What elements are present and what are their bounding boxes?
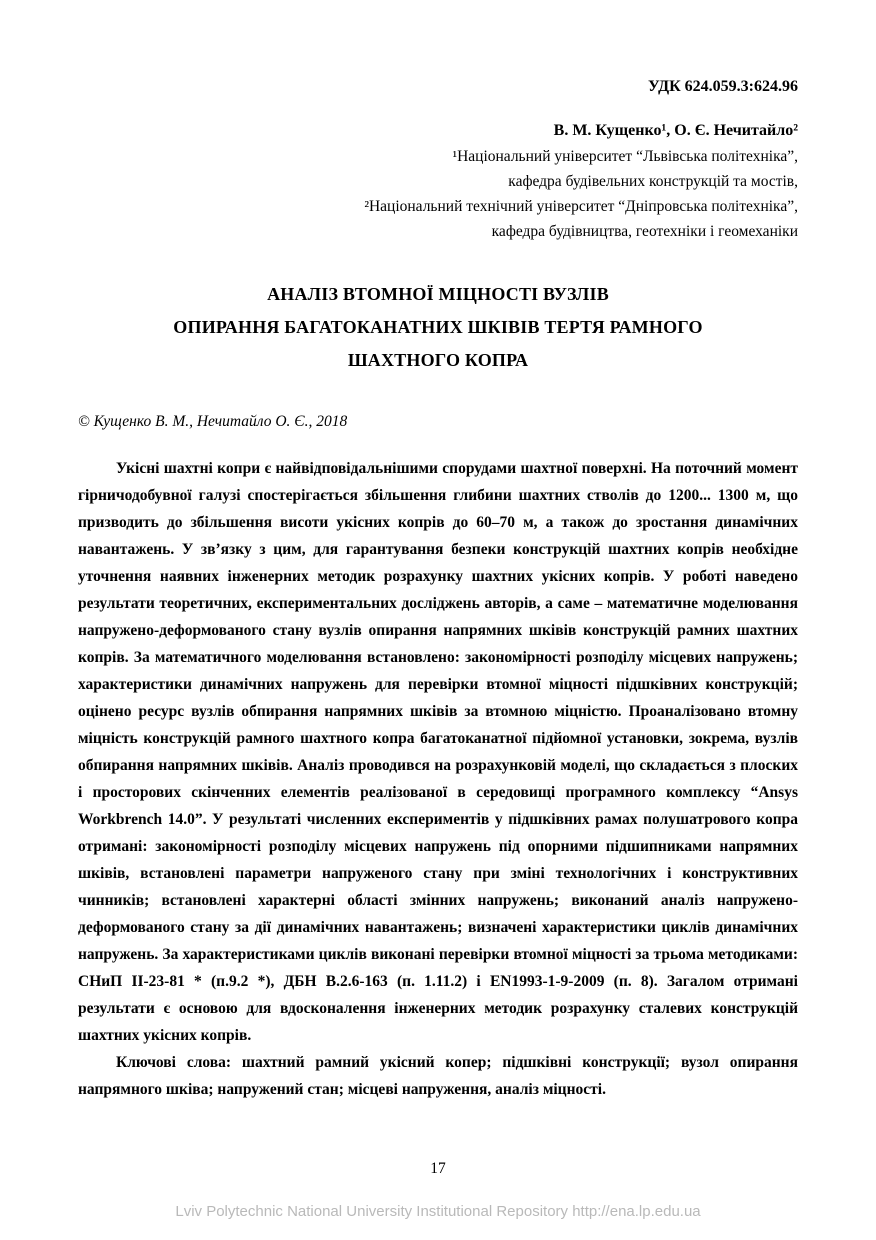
abstract-text: Укісні шахтні копри є найвідповідальнішими спорудами шахтної поверхні. На поточний момент гірничодобувної галузі спостерігається збільшення глибини шахтних стволів до 1200... 1300 м, що призводить до збільшення висоти укісних копрів до 60–70 м, а також до зростання динамічних навантажень. У зв’язку з цим, для гарантування безпеки конструкцій шахтних копрів необхідне уточнення наявних інженерних методик розрахунку шахтних укісних копрів. У роботі наведено результати теоретичних, експериментальних досліджень авторів, а саме – математичне моделювання напружено-деформованого стану вузлів опирання напрямних шківів конструкцій рамних шахтних копрів. За математичного моделювання встановлено: закономірності розподілу місцевих напружень; характеристики динамічних напружень для перевірки втомної міцності підшківних конструкцій; оцінено ресурс вузлів обпирання напрямних шківів за втомною міцністю. Проаналізовано втомну міцність конструкцій рамного шахтного копра багатоканатної підйомної установки, зокрема, вузлів обпирання напрямних шківів. Аналіз проводився на розрахунковій моделі, що складається з плоских і просторових скінченних елементів реалізованої в середовищі програмного комплексу “Ansys Workbrench 14.0”. У результаті численних експериментів у підшківних рамах полушатрового копра отримані: закономірності розподілу місцевих напружень під опорними підшипниками напрямних шківів, встановлені параметри напруженого стану при зміні технологічних і конструктивних чинників; встановлені характерні області змінних напружень; виконаний аналіз напружено-деформованого стану за дії динамічних навантажень; визначені характеристики циклів динамічних напружень. За характеристиками циклів виконані перевірки втомної міцності за трьома методиками: СНиП II-23-81 * (п.9.2 *), ДБН В.2.6-163 (п. 1.11.2) і EN1993-1-9-2009 (п. 8). Загалом отримані результати є основою для вдосконалення інженерних методик розрахунку сталевих конструкцій шахтних укісних копрів. — [78, 460, 798, 1044]
paper-title-line-2: ОПИРАННЯ БАГАТОКАНАТНИХ ШКІВІВ ТЕРТЯ РАМНОГО — [173, 317, 703, 337]
udc-code: УДК 624.059.3:624.96 — [647, 78, 798, 95]
paper-title-line-1: АНАЛІЗ ВТОМНОЇ МІЦНОСТІ ВУЗЛІВ — [267, 284, 609, 304]
authors-line: В. М. Кущенко¹, О. Є. Нечитайло² — [553, 122, 798, 139]
page-number: 17 — [430, 1160, 446, 1177]
affiliations-block — [78, 144, 798, 244]
affiliation-line-2: кафедра будівельних конструкцій та мостів, — [508, 173, 798, 190]
keywords-text: Ключові слова: шахтний рамний укісний копер; підшківні конструкції; вузол опирання напрямного шківа; напружений стан; місцеві напруження, аналіз міцності. — [78, 1054, 798, 1098]
paper-title — [78, 278, 798, 377]
affiliation-line-3: ²Національний технічний університет “Дніпровська політехніка”, — [364, 198, 798, 215]
repository-footer: Lviv Polytechnic National University Institutional Repository http://ena.lp.edu.ua — [175, 1203, 701, 1220]
copyright-line: © Кущенко В. М., Нечитайло О. Є., 2018 — [78, 413, 348, 430]
affiliation-line-1: ¹Національний університет “Львівська політехніка”, — [452, 148, 798, 165]
paper-title-line-3: ШАХТНОГО КОПРА — [347, 350, 529, 370]
affiliation-line-4: кафедра будівництва, геотехніки і геомеханіки — [491, 223, 798, 240]
